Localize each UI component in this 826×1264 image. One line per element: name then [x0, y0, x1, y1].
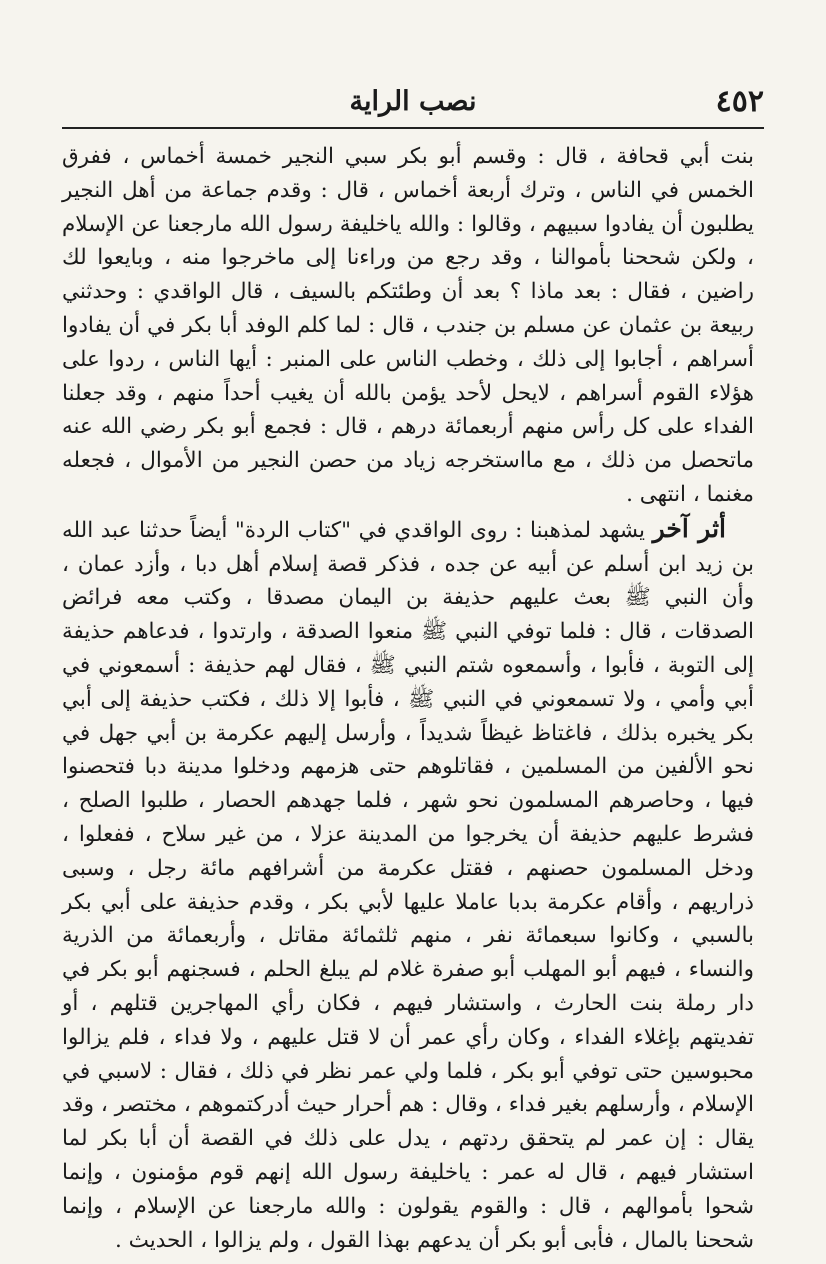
page-header: [62, 78, 764, 128]
paragraph-2-text: يشهد لمذهبنا : روى الواقدي في "كتاب الردة" أيضاً حدثنا عبد الله بن زيد ابن أسلم عن أبيه عن جده ، فذكر قصة إسلام أهل دبا ، وأزد عمان ، وأن النبي ﷺ بعث عليهم حذيفة بن اليمان مصدقا ، وكتب معه فرائض الصدقات ، قال : فلما توفي النبي ﷺ منعوا الصدقة ، وارتدوا ، فدعاهم حذيفة إلى التوبة ، فأبوا ، وأسمعوه شتم النبي ﷺ ، فقال لهم حذيفة : أسمعوني في أبي وأمي ، ولا تسمعوني في النبي ﷺ ، فأبوا إلا ذلك ، فكتب حذيفة إلى أبي بكر يخبره بذلك ، فاغتاظ غيظاً شديداً ، وأرسل إليهم عكرمة بن أبي جهل في نحو الألفين من المسلمين ، فقاتلوهم حتى هزمهم ودخلوا مدينة دبا فتحصنوا فيها ، وحاصرهم المسلمون نحو شهر ، فلما جهدهم الحصار ، طلبوا الصلح ، فشرط عليهم حذيفة أن يخرجوا من المدينة عزلا ، من غير سلاح ، ففعلوا ، ودخل المسلمون حصنهم ، فقتل عكرمة من أشرافهم مائة رجل ، وسبى ذراريهم ، وأقام عكرمة بدبا عاملا عليها لأبي بكر ، وقدم حذيفة على أبي بكر بالسبي ، وكانوا سبعمائة نفر ، منهم ثلثمائة مقاتل ، وأربعمائة من الذرية والنساء ، فيهم أبو المهلب أبو صفرة غلام لم يبلغ الحلم ، فسجنهم أبو بكر في دار رملة بنت الحارث ، واستشار فيهم ، فكان رأي المهاجرين قتلهم ، أو تفديتهم بإغلاء الفداء ، وكان رأي عمر أن لا قتل عليهم ، ولا فداء ، فلم يزالوا محبوسين حتى توفي أبو بكر ، فلما ولي عمر نظر في ذلك ، فقال : لاسبي في الإسلام ، وأرسلهم بغير فداء ، وقال : هم أحرار حيث أدركتموهم ، مختصر ، وقد يقال : إن عمر لم يتحقق ردتهم ، يدل على ذلك في القصة أن أبا بكر لما استشار فيهم ، قال له عمر : ياخليفة رسول الله إنهم قوم مؤمنون ، وإنما شحوا بأموالهم ، قال : والقوم يقولون : والله مارجعنا عن الإسلام ، وإنما شححنا بالمال ، فأبى أبو بكر أن يدعهم بهذا القول ، ولم يزالوا ، الحديث .: [62, 517, 754, 1253]
body-text: [62, 140, 754, 1257]
header-rule: [62, 127, 764, 129]
page-number: ٤٥٢: [715, 84, 764, 119]
running-title: نصب الراية: [349, 86, 477, 117]
paragraph-1-text: بنت أبي قحافة ، قال : وقسم أبو بكر سبي النجير خمسة أخماس ، ففرق الخمس في الناس ، وترك أربعة أخماس ، قال : وقدم جماعة من أهل النجير يطلبون أن يفادوا سبيهم ، وقالوا : والله ياخليفة رسول الله مارجعنا عن الإسلام ، ولكن شححنا بأموالنا ، وقد رجع من وراءنا إلى ماخرجوا منه ، وبايعوا لك راضين ، فقال : بعد ماذا ؟ بعد أن وطئتكم بالسيف ، قال الواقدي : وحدثني ربيعة بن عثمان عن مسلم بن جندب ، قال : لما كلم الوفد أبا بكر في أن يفادوا أسراهم ، أجابوا إلى ذلك ، وخطب الناس على المنبر : أيها الناس ، ردوا على هؤلاء القوم أسراهم ، لايحل لأحد يؤمن بالله أن يغيب أحداً منهم ، وقد جعلنا الفداء على كل رأس منهم أربعمائة درهم ، قال : فجمع أبو بكر رضي الله عنه ماتحصل من ذلك ، مع مااستخرجه زياد من حصن النجير من الأموال ، فجعله مغنما ، انتهى .: [62, 144, 754, 507]
paragraph-2-lead: أثر آخر: [652, 513, 726, 543]
paragraph-1: [62, 140, 754, 512]
paragraph-2: [62, 512, 754, 1258]
